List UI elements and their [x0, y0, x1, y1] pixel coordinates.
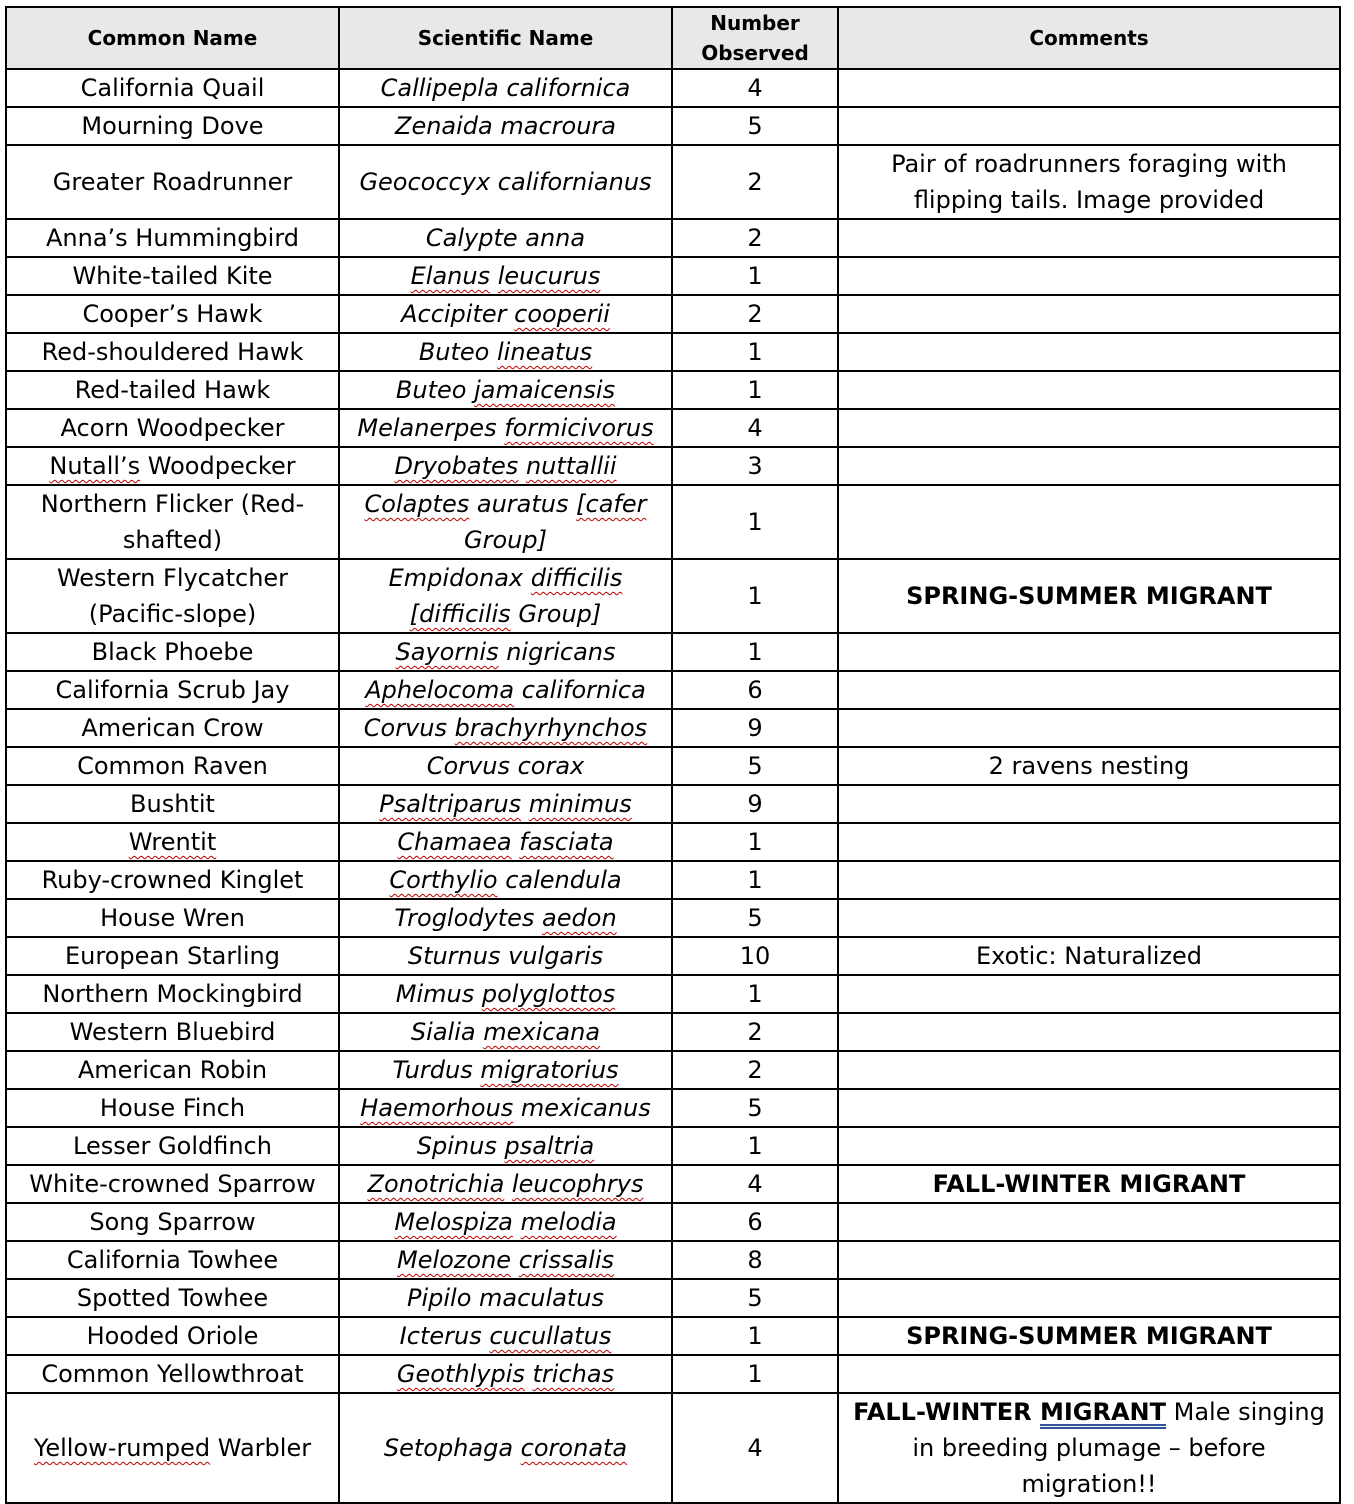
scientific-name-cell: Zenaida macroura — [339, 107, 672, 145]
common-name-cell: Common Yellowthroat — [6, 1355, 339, 1393]
common-name-cell: European Starling — [6, 937, 339, 975]
number-observed-cell: 1 — [672, 371, 838, 409]
table-row — [6, 1241, 1340, 1279]
scientific-name-cell: Pipilo maculatus — [339, 1279, 672, 1317]
number-observed-cell: 4 — [672, 1393, 838, 1503]
scientific-name-cell: Psaltriparus minimus — [339, 785, 672, 823]
number-observed-cell: 1 — [672, 1355, 838, 1393]
table-row — [6, 861, 1340, 899]
number-observed-cell: 1 — [672, 1317, 838, 1355]
table-row — [6, 747, 1340, 785]
table-row — [6, 975, 1340, 1013]
comment-cell — [838, 1203, 1340, 1241]
table-row — [6, 1051, 1340, 1089]
common-name-cell: California Quail — [6, 69, 339, 107]
table-row — [6, 671, 1340, 709]
comment-cell — [838, 447, 1340, 485]
scientific-name-cell: Spinus psaltria — [339, 1127, 672, 1165]
number-observed-cell: 4 — [672, 409, 838, 447]
comment-cell — [838, 1051, 1340, 1089]
number-observed-cell: 2 — [672, 1051, 838, 1089]
table-row — [6, 219, 1340, 257]
number-observed-cell: 4 — [672, 69, 838, 107]
comment-cell — [838, 485, 1340, 559]
header-scientific-name: Scientific Name — [339, 7, 672, 69]
common-name-cell: Bushtit — [6, 785, 339, 823]
comment-cell: Pair of roadrunners foraging with flipping tails. Image provided — [838, 145, 1340, 219]
number-observed-cell: 6 — [672, 1203, 838, 1241]
table-row — [6, 937, 1340, 975]
header-row — [6, 7, 1340, 69]
table-row — [6, 1165, 1340, 1203]
common-name-cell: Red-tailed Hawk — [6, 371, 339, 409]
table-row — [6, 447, 1340, 485]
scientific-name-cell: Chamaea fasciata — [339, 823, 672, 861]
common-name-cell: Northern Flicker (Red-shafted) — [6, 485, 339, 559]
comment-cell — [838, 1013, 1340, 1051]
scientific-name-cell: Turdus migratorius — [339, 1051, 672, 1089]
common-name-cell: Northern Mockingbird — [6, 975, 339, 1013]
number-observed-cell: 2 — [672, 1013, 838, 1051]
common-name-cell: Nutall’s Woodpecker — [6, 447, 339, 485]
table-body — [6, 69, 1340, 1503]
scientific-name-cell: Mimus polyglottos — [339, 975, 672, 1013]
comment-cell — [838, 371, 1340, 409]
number-observed-cell: 5 — [672, 107, 838, 145]
number-observed-cell: 5 — [672, 1089, 838, 1127]
common-name-cell: Lesser Goldfinch — [6, 1127, 339, 1165]
comment-cell — [838, 1355, 1340, 1393]
scientific-name-cell: Geothlypis trichas — [339, 1355, 672, 1393]
number-observed-cell: 1 — [672, 861, 838, 899]
common-name-cell: Yellow-rumped Warbler — [6, 1393, 339, 1503]
number-observed-cell: 10 — [672, 937, 838, 975]
comment-cell — [838, 1127, 1340, 1165]
common-name-cell: Greater Roadrunner — [6, 145, 339, 219]
scientific-name-cell: Buteo lineatus — [339, 333, 672, 371]
table-row — [6, 295, 1340, 333]
comment-cell: Exotic: Naturalized — [838, 937, 1340, 975]
scientific-name-cell: Corthylio calendula — [339, 861, 672, 899]
scientific-name-cell: Geococcyx californianus — [339, 145, 672, 219]
comment-cell — [838, 295, 1340, 333]
scientific-name-cell: Setophaga coronata — [339, 1393, 672, 1503]
common-name-cell: Western Flycatcher (Pacific-slope) — [6, 559, 339, 633]
common-name-cell: Wrentit — [6, 823, 339, 861]
scientific-name-cell: Corvus corax — [339, 747, 672, 785]
number-observed-cell: 1 — [672, 633, 838, 671]
comment-cell — [838, 709, 1340, 747]
table-row — [6, 785, 1340, 823]
table-row — [6, 1317, 1340, 1355]
table-row — [6, 1089, 1340, 1127]
scientific-name-cell: Sturnus vulgaris — [339, 937, 672, 975]
common-name-cell: American Robin — [6, 1051, 339, 1089]
table-row — [6, 371, 1340, 409]
number-observed-cell: 2 — [672, 219, 838, 257]
comment-cell — [838, 823, 1340, 861]
table-row — [6, 823, 1340, 861]
common-name-cell: Mourning Dove — [6, 107, 339, 145]
comment-text: Male singing in breeding plumage – before migration!! — [912, 1398, 1325, 1498]
common-name-cell: Song Sparrow — [6, 1203, 339, 1241]
table-row — [6, 1203, 1340, 1241]
number-observed-cell: 1 — [672, 559, 838, 633]
table-row — [6, 633, 1340, 671]
number-observed-cell: 1 — [672, 485, 838, 559]
table-row — [6, 1013, 1340, 1051]
common-name-cell: California Scrub Jay — [6, 671, 339, 709]
scientific-name-cell: Melanerpes formicivorus — [339, 409, 672, 447]
number-observed-cell: 9 — [672, 785, 838, 823]
scientific-name-cell: Dryobates nuttallii — [339, 447, 672, 485]
table-row — [6, 333, 1340, 371]
scientific-name-cell: Corvus brachyrhynchos — [339, 709, 672, 747]
common-name-cell: White-tailed Kite — [6, 257, 339, 295]
table-row — [6, 709, 1340, 747]
table-row — [6, 257, 1340, 295]
table-row — [6, 145, 1340, 219]
table-row — [6, 1279, 1340, 1317]
comment-cell — [838, 1393, 1340, 1503]
number-observed-cell: 2 — [672, 145, 838, 219]
scientific-name-cell: Empidonax difficilis [difficilis Group] — [339, 559, 672, 633]
table-row — [6, 485, 1340, 559]
number-observed-cell: 1 — [672, 1127, 838, 1165]
comment-cell — [838, 975, 1340, 1013]
comment-cell — [838, 333, 1340, 371]
common-name-cell: Hooded Oriole — [6, 1317, 339, 1355]
comment-cell — [838, 69, 1340, 107]
number-observed-cell: 3 — [672, 447, 838, 485]
comment-cell — [838, 1241, 1340, 1279]
number-observed-cell: 1 — [672, 975, 838, 1013]
comment-cell — [838, 1279, 1340, 1317]
common-name-cell: American Crow — [6, 709, 339, 747]
table-row — [6, 69, 1340, 107]
comment-cell — [838, 671, 1340, 709]
scientific-name-cell: Zonotrichia leucophrys — [339, 1165, 672, 1203]
header-common-name: Common Name — [6, 7, 339, 69]
common-name-cell: Western Bluebird — [6, 1013, 339, 1051]
comment-cell: SPRING-SUMMER MIGRANT — [838, 1317, 1340, 1355]
common-name-cell: Common Raven — [6, 747, 339, 785]
scientific-name-cell: Troglodytes aedon — [339, 899, 672, 937]
comment-cell: FALL-WINTER MIGRANT — [838, 1165, 1340, 1203]
scientific-name-cell: Elanus leucurus — [339, 257, 672, 295]
comment-cell — [838, 107, 1340, 145]
common-name-cell: Anna’s Hummingbird — [6, 219, 339, 257]
comment-cell — [838, 257, 1340, 295]
common-name-cell: Black Phoebe — [6, 633, 339, 671]
common-name-cell: Spotted Towhee — [6, 1279, 339, 1317]
scientific-name-cell: Sialia mexicana — [339, 1013, 672, 1051]
scientific-name-cell: Sayornis nigricans — [339, 633, 672, 671]
common-name-cell: Red-shouldered Hawk — [6, 333, 339, 371]
number-observed-cell: 8 — [672, 1241, 838, 1279]
comment-cell — [838, 1089, 1340, 1127]
comment-cell — [838, 633, 1340, 671]
table-row — [6, 1127, 1340, 1165]
table-row — [6, 1355, 1340, 1393]
comment-cell — [838, 409, 1340, 447]
number-observed-cell: 5 — [672, 747, 838, 785]
common-name-cell: Acorn Woodpecker — [6, 409, 339, 447]
number-observed-cell: 9 — [672, 709, 838, 747]
common-name-cell: House Wren — [6, 899, 339, 937]
scientific-name-cell: Melozone crissalis — [339, 1241, 672, 1279]
scientific-name-cell: Melospiza melodia — [339, 1203, 672, 1241]
table-row — [6, 899, 1340, 937]
common-name-cell: White-crowned Sparrow — [6, 1165, 339, 1203]
comment-cell: 2 ravens nesting — [838, 747, 1340, 785]
scientific-name-cell: Buteo jamaicensis — [339, 371, 672, 409]
scientific-name-cell: Haemorhous mexicanus — [339, 1089, 672, 1127]
common-name-cell: Cooper’s Hawk — [6, 295, 339, 333]
table-row — [6, 409, 1340, 447]
bird-observation-table — [5, 6, 1341, 1504]
number-observed-cell: 6 — [672, 671, 838, 709]
comment-cell — [838, 785, 1340, 823]
number-observed-cell: 1 — [672, 333, 838, 371]
scientific-name-cell: Icterus cucullatus — [339, 1317, 672, 1355]
table-row — [6, 559, 1340, 633]
header-comments: Comments — [838, 7, 1340, 69]
number-observed-cell: 2 — [672, 295, 838, 333]
scientific-name-cell: Aphelocoma californica — [339, 671, 672, 709]
comment-cell — [838, 861, 1340, 899]
number-observed-cell: 5 — [672, 1279, 838, 1317]
common-name-cell: Ruby-crowned Kinglet — [6, 861, 339, 899]
header-number-observed: Number Observed — [672, 7, 838, 69]
comment-cell — [838, 219, 1340, 257]
scientific-name-cell: Callipepla californica — [339, 69, 672, 107]
number-observed-cell: 1 — [672, 257, 838, 295]
comment-bold-text: FALL-WINTER MIGRANT — [853, 1398, 1166, 1426]
comment-cell: SPRING-SUMMER MIGRANT — [838, 559, 1340, 633]
common-name-cell: California Towhee — [6, 1241, 339, 1279]
scientific-name-cell: Colaptes auratus [cafer Group] — [339, 485, 672, 559]
table-row — [6, 107, 1340, 145]
scientific-name-cell: Calypte anna — [339, 219, 672, 257]
table-row — [6, 1393, 1340, 1503]
scientific-name-cell: Accipiter cooperii — [339, 295, 672, 333]
number-observed-cell: 1 — [672, 823, 838, 861]
common-name-cell: House Finch — [6, 1089, 339, 1127]
comment-cell — [838, 899, 1340, 937]
number-observed-cell: 4 — [672, 1165, 838, 1203]
number-observed-cell: 5 — [672, 899, 838, 937]
